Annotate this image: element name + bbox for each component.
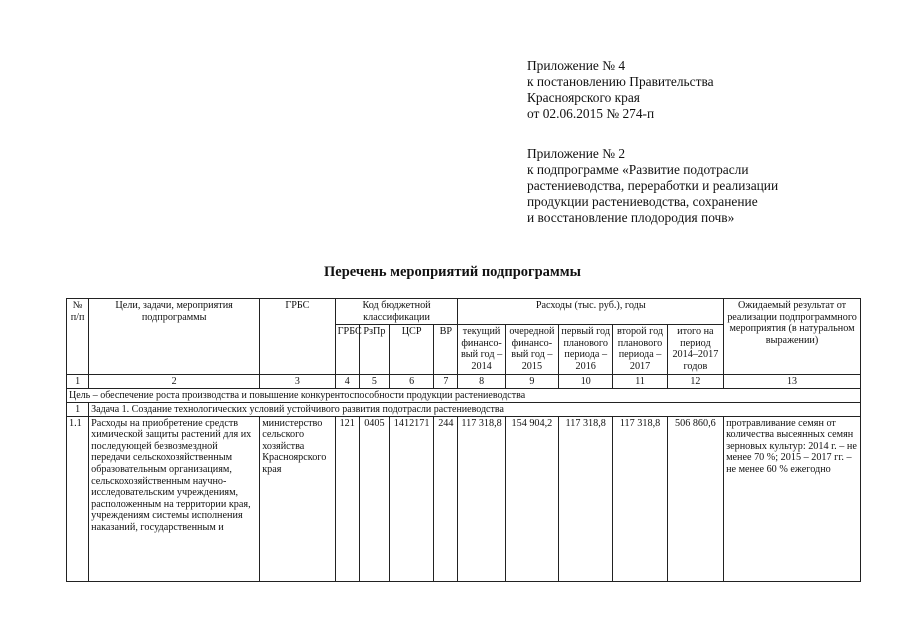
appendix-4-line1: Приложение № 4 bbox=[527, 58, 626, 73]
subheader-year-2015: очередной финансо- вый год – 2015 bbox=[505, 325, 558, 374]
col-number: 6 bbox=[389, 374, 433, 388]
item-value-2014: 117 318,8 bbox=[458, 416, 505, 581]
header-expenses: Расходы (тыс. руб.), годы bbox=[458, 299, 724, 325]
appendix-4-line4: от 02.06.2015 № 274-п bbox=[527, 106, 655, 121]
item-code-vr: 244 bbox=[434, 416, 458, 581]
col-number: 1 bbox=[67, 374, 89, 388]
appendix-2-line1: Приложение № 2 bbox=[527, 146, 626, 161]
header-row-1 bbox=[67, 299, 861, 325]
item-value-2016: 117 318,8 bbox=[559, 416, 613, 581]
appendix-4-line3: Красноярского края bbox=[527, 90, 640, 105]
item-grbs: министерство сельского хозяйства Красноярского края bbox=[260, 416, 335, 581]
item-num: 1.1 bbox=[67, 416, 89, 581]
task-row bbox=[67, 402, 861, 416]
item-expected-result: протравливание семян от количества высеянных семян зерновых культур: 2014 г. – не менее 70 %; 2015 – 2017 гг. – не менее 60 % ежегодно bbox=[724, 416, 861, 581]
col-number: 12 bbox=[667, 374, 723, 388]
appendix-2-line3: растениеводства, переработки и реализации bbox=[527, 178, 779, 193]
item-value-total: 506 860,6 bbox=[667, 416, 723, 581]
appendix-2-line5: и восстановление плодородия почв» bbox=[527, 210, 735, 225]
table-row bbox=[67, 416, 861, 581]
appendix-2-line4: продукции растениеводства, сохранение bbox=[527, 194, 758, 209]
subheader-csr: ЦСР bbox=[389, 325, 433, 374]
col-number: 5 bbox=[359, 374, 389, 388]
column-number-row bbox=[67, 374, 861, 388]
task-text: Задача 1. Создание технологических условий устойчивого развития подотрасли растениеводства bbox=[89, 402, 861, 416]
header-goals: Цели, задачи, мероприятия подпрограммы bbox=[89, 299, 260, 375]
header-expected-result: Ожидаемый результат от реализации подпрограммного мероприятия (в натуральном выражении) bbox=[724, 299, 861, 375]
col-number: 9 bbox=[505, 374, 558, 388]
col-number: 13 bbox=[724, 374, 861, 388]
appendix-2-block bbox=[527, 146, 778, 226]
header-grbs: ГРБС bbox=[260, 299, 335, 375]
item-text: Расходы на приобретение средств химической защиты растений для их последующей безвозмездной передачи сельскохозяйственным образовательным организациям, сельскохозяйственным научно-исследовательским учреждениям, расположенным на территории края, учреждениям системы исполнения наказаний, государственным и bbox=[89, 416, 260, 581]
measures-table bbox=[66, 298, 861, 582]
task-num: 1 bbox=[67, 402, 89, 416]
item-value-2015: 154 904,2 bbox=[505, 416, 558, 581]
col-number: 10 bbox=[559, 374, 613, 388]
goal-row bbox=[67, 388, 861, 402]
col-number: 11 bbox=[613, 374, 667, 388]
subheader-grbs: ГРБС bbox=[335, 325, 359, 374]
subheader-total: итого на период 2014–2017 годов bbox=[667, 325, 723, 374]
col-number: 3 bbox=[260, 374, 335, 388]
appendix-4-line2: к постановлению Правительства bbox=[527, 74, 714, 89]
subheader-year-2014: текущий финансо- вый год – 2014 bbox=[458, 325, 505, 374]
item-code-grbs: 121 bbox=[335, 416, 359, 581]
col-number: 4 bbox=[335, 374, 359, 388]
document-title: Перечень мероприятий подпрограммы bbox=[324, 264, 581, 280]
col-number: 8 bbox=[458, 374, 505, 388]
appendix-4-block bbox=[527, 58, 714, 122]
subheader-vr: ВР bbox=[434, 325, 458, 374]
col-number: 7 bbox=[434, 374, 458, 388]
subheader-year-2017: второй год планового периода – 2017 bbox=[613, 325, 667, 374]
subheader-rzpr: РзПр bbox=[359, 325, 389, 374]
item-value-2017: 117 318,8 bbox=[613, 416, 667, 581]
header-num: № п/п bbox=[67, 299, 89, 375]
subheader-year-2016: первый год планового периода – 2016 bbox=[559, 325, 613, 374]
col-number: 2 bbox=[89, 374, 260, 388]
appendix-2-line2: к подпрограмме «Развитие подотрасли bbox=[527, 162, 749, 177]
item-code-rzpr: 0405 bbox=[359, 416, 389, 581]
item-code-csr: 1412171 bbox=[389, 416, 433, 581]
header-budget-code: Код бюджетной классификации bbox=[335, 299, 458, 325]
goal-text: Цель – обеспечение роста производства и повышение конкурентоспособности продукции растениеводства bbox=[67, 388, 861, 402]
